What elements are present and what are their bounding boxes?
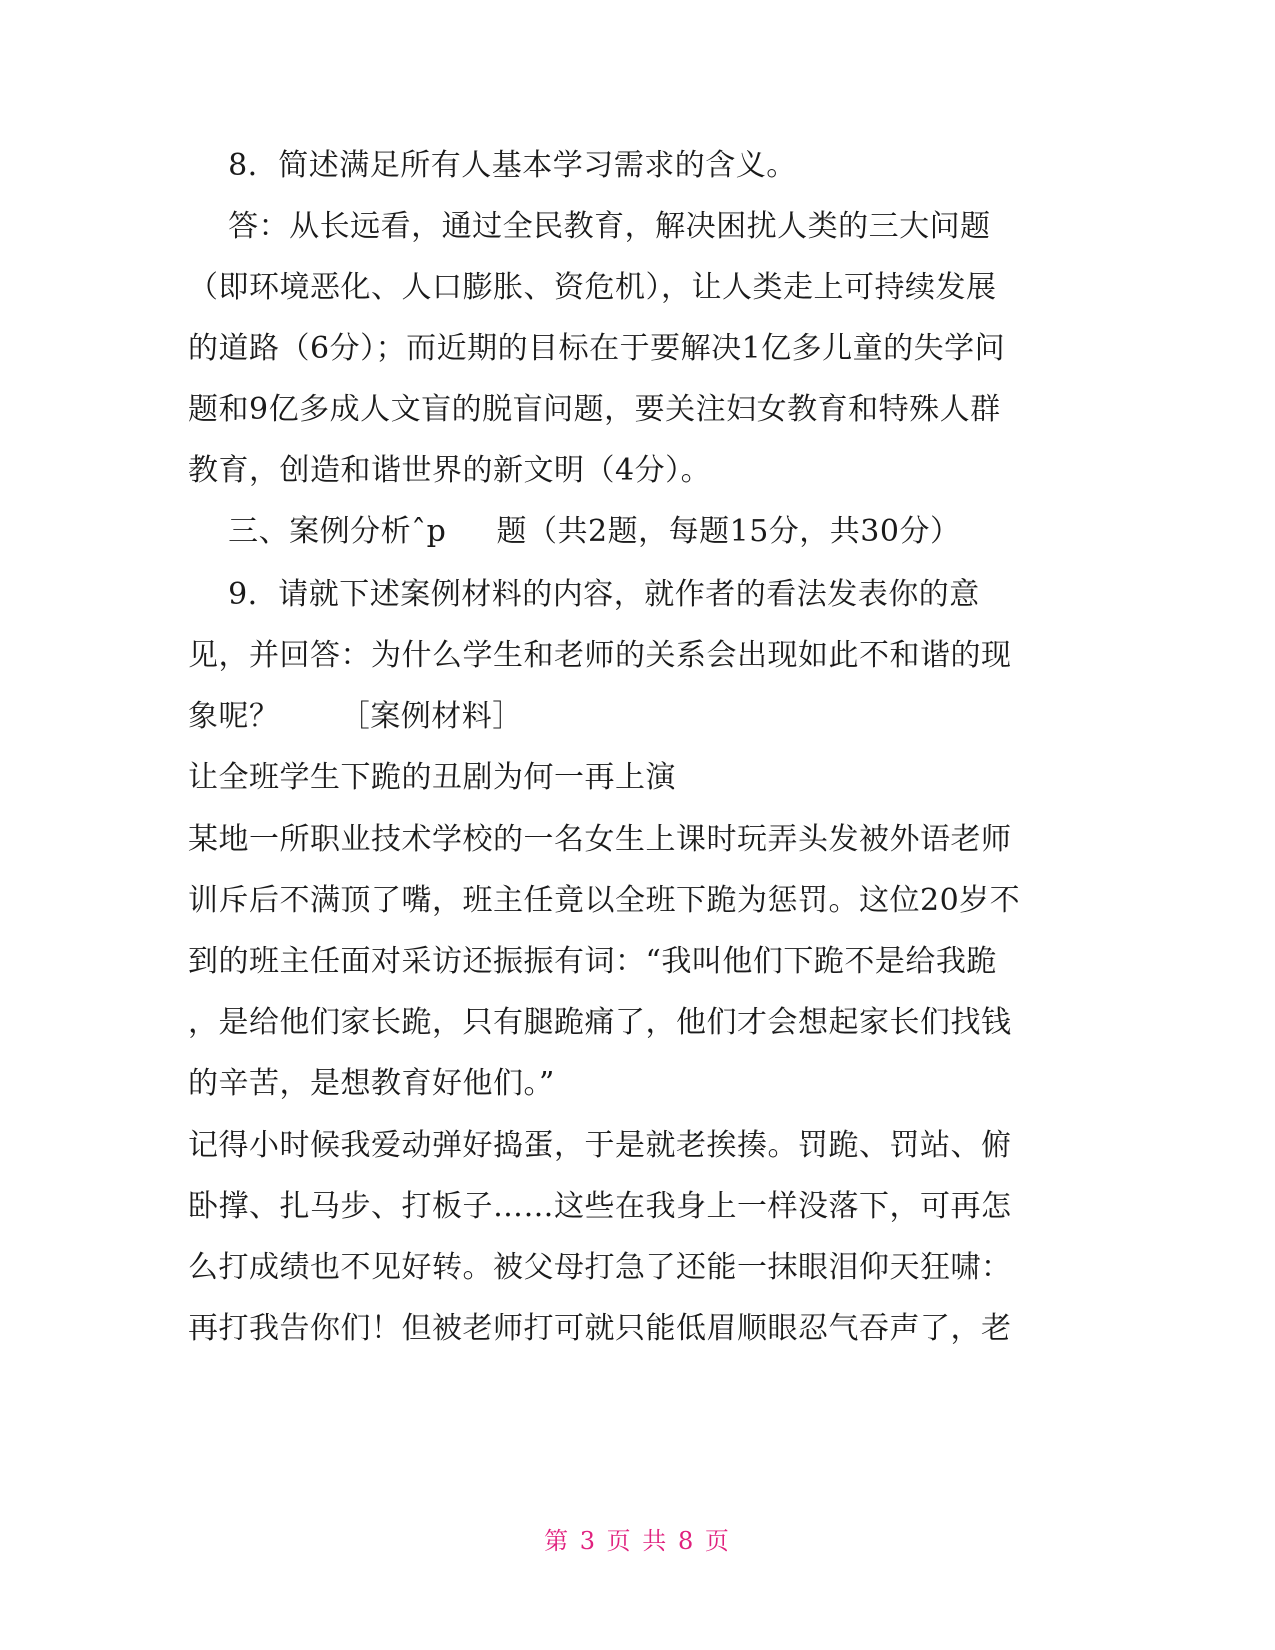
section-heading: 三、案例分析ˆp 题（共2题，每题15分，共30分） bbox=[188, 514, 961, 549]
text-line: 的道路（6分）；而近期的目标在于要解决1亿多儿童的失学问 bbox=[188, 331, 1006, 366]
text-line: 8．简述满足所有人基本学习需求的含义。 bbox=[188, 148, 797, 183]
text-line: 答：从长远看，通过全民教育，解决困扰人类的三大问题 bbox=[188, 209, 991, 244]
text-line: 见，并回答：为什么学生和老师的关系会出现如此不和谐的现 bbox=[188, 638, 1012, 673]
text-line: 到的班主任面对采访还振振有词：“我叫他们下跪不是给我跪 bbox=[188, 944, 997, 979]
text-line: 卧撑、扎马步、打板子……这些在我身上一样没落下，可再怎 bbox=[188, 1189, 1012, 1224]
text-line: 象呢？ ［案例材料］ bbox=[188, 699, 523, 734]
text-line: 题和9亿多成人文盲的脱盲问题，要关注妇女教育和特殊人群 bbox=[188, 392, 1001, 427]
text-line: 么打成绩也不见好转。被父母打急了还能一抹眼泪仰天狂啸： bbox=[188, 1250, 1012, 1285]
text-line: 9．请就下述案例材料的内容，就作者的看法发表你的意 bbox=[188, 577, 980, 612]
case-title: 让全班学生下跪的丑剧为何一再上演 bbox=[188, 760, 676, 795]
text-line: 记得小时候我爱动弹好捣蛋，于是就老挨揍。罚跪、罚站、俯 bbox=[188, 1128, 1012, 1163]
text-line: 的辛苦，是想教育好他们。” bbox=[188, 1066, 555, 1101]
page-number-footer: 第 3 页 共 8 页 bbox=[544, 1527, 731, 1555]
text-line: 训斥后不满顶了嘴，班主任竟以全班下跪为惩罚。这位20岁不 bbox=[188, 883, 1021, 918]
text-line: 再打我告你们！但被老师打可就只能低眉顺眼忍气吞声了，老 bbox=[188, 1311, 1012, 1346]
text-line: ，是给他们家长跪，只有腿跪痛了，他们才会想起家长们找钱 bbox=[188, 1005, 1012, 1040]
text-line: （即环境恶化、人口膨胀、资危机），让人类走上可持续发展 bbox=[188, 270, 997, 305]
text-line: 教育，创造和谐世界的新文明（4分）。 bbox=[188, 453, 712, 488]
text-line: 某地一所职业技术学校的一名女生上课时玩弄头发被外语老师 bbox=[188, 822, 1012, 857]
